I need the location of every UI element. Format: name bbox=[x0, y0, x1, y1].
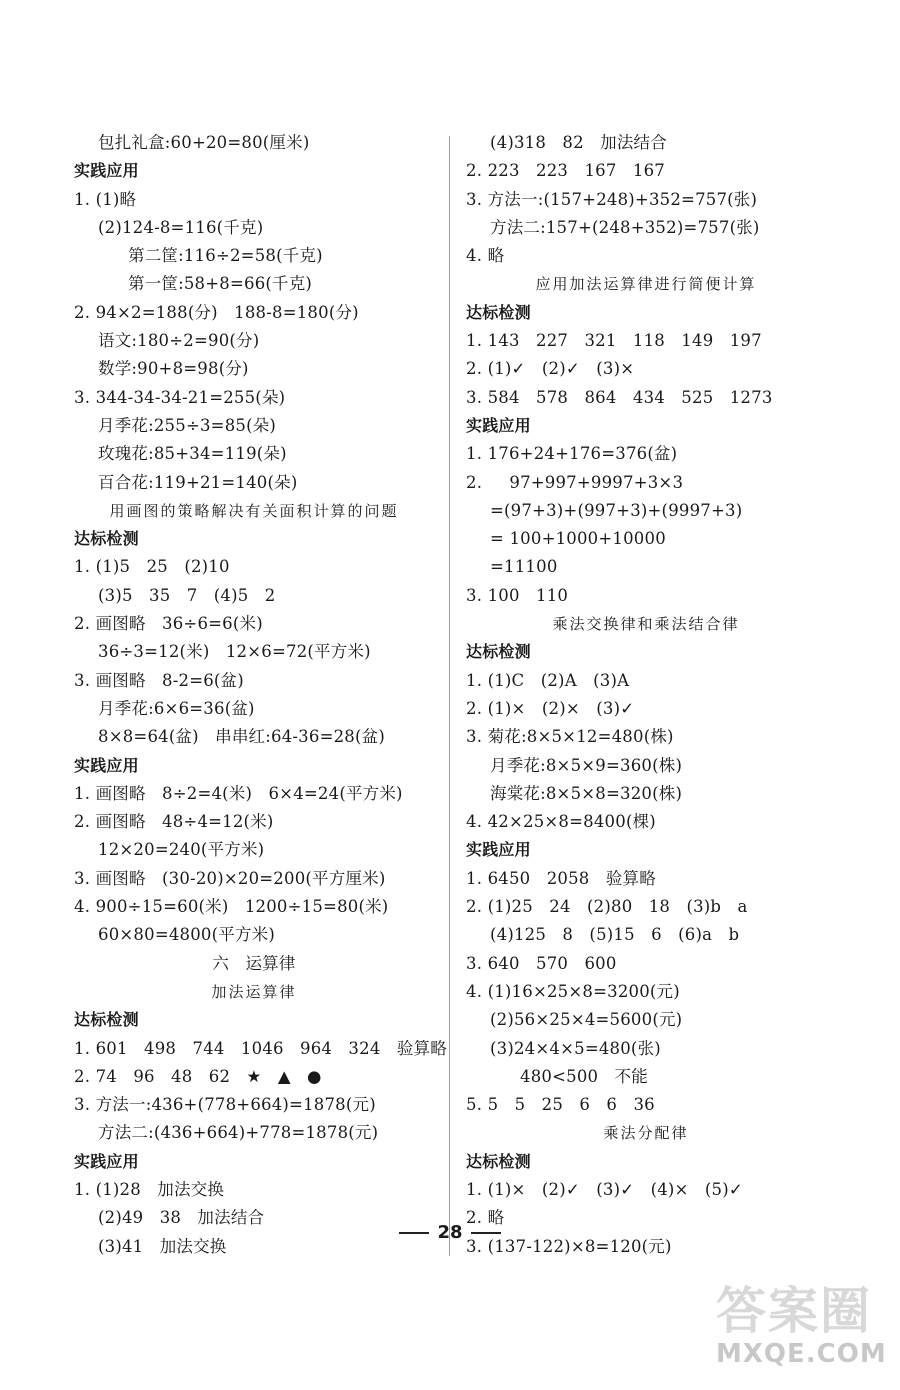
answer-line: = 100+1000+10000 bbox=[490, 529, 666, 549]
answer-line: =11100 bbox=[490, 557, 558, 577]
answer-line: (2)56×25×4=5600(元) bbox=[490, 1010, 683, 1030]
section-heading: 达标检测 bbox=[466, 642, 531, 662]
answer-line: 1. (1)28 加法交换 bbox=[74, 1179, 225, 1199]
page-number bbox=[0, 1222, 900, 1243]
watermark bbox=[716, 1283, 896, 1383]
section-heading: 实践应用 bbox=[74, 755, 139, 775]
topic-title: 加法运算律 bbox=[211, 982, 297, 1001]
answer-line: 2. (1)✓ (2)✓ (3)× bbox=[466, 359, 635, 379]
answer-line: 3. 100 110 bbox=[466, 585, 569, 605]
page-number-text: 28 bbox=[437, 1222, 463, 1243]
answer-line: (3)41 加法交换 bbox=[98, 1236, 227, 1256]
watermark-url: MXQE.COM bbox=[716, 1339, 887, 1369]
answer-line: 方法二:(436+664)+778=1878(元) bbox=[98, 1123, 379, 1143]
topic-title: 应用加法运算律进行简便计算 bbox=[535, 275, 757, 294]
section-heading: 实践应用 bbox=[74, 161, 139, 181]
answer-line: 60×80=4800(平方米) bbox=[98, 925, 276, 945]
answer-line: 1. 6450 2058 验算略 bbox=[466, 868, 656, 888]
answer-line: 4. (1)16×25×8=3200(元) bbox=[466, 981, 680, 1001]
answer-line: 8×8=64(盆) 串串红:64-36=28(盆) bbox=[98, 727, 385, 747]
section-heading: 达标检测 bbox=[466, 302, 531, 322]
answer-line: 1. (1)5 25 (2)10 bbox=[74, 557, 230, 577]
answer-line: 480<500 不能 bbox=[520, 1066, 648, 1086]
answer-line: 3. 640 570 600 bbox=[466, 953, 617, 973]
dash-left bbox=[399, 1232, 429, 1234]
answer-line: 4. 42×25×8=8400(棵) bbox=[466, 812, 656, 832]
watermark-logo: 答案圈 bbox=[716, 1282, 872, 1340]
answer-line: =(97+3)+(997+3)+(9997+3) bbox=[490, 500, 743, 520]
answer-line: 1. (1)C (2)A (3)A bbox=[466, 670, 630, 690]
answer-line: (3)5 35 7 (4)5 2 bbox=[98, 585, 276, 605]
section-heading: 实践应用 bbox=[466, 415, 531, 435]
answer-line: 百合花:119+21=140(朵) bbox=[98, 472, 298, 492]
right-column bbox=[466, 129, 826, 1261]
answer-line: 3. 菊花:8×5×12=480(株) bbox=[466, 727, 674, 747]
answer-line: 36÷3=12(米) 12×6=72(平方米) bbox=[98, 642, 371, 662]
answer-line: 月季花:255÷3=85(朵) bbox=[98, 415, 277, 435]
answer-line: 2. 94×2=188(分) 188-8=180(分) bbox=[74, 302, 359, 322]
answer-line: 第二筐:116÷2=58(千克) bbox=[128, 246, 323, 266]
answer-line: 1. 176+24+176=376(盆) bbox=[466, 444, 678, 464]
section-heading: 实践应用 bbox=[74, 1151, 139, 1171]
section-heading: 达标检测 bbox=[74, 1010, 139, 1030]
answer-line: (4)318 82 加法结合 bbox=[490, 133, 667, 152]
answer-line: (4)125 8 (5)15 6 (6)a b bbox=[490, 925, 740, 945]
topic-title: 六 运算律 bbox=[212, 953, 296, 973]
answer-line: 3. 画图略 8-2=6(盆) bbox=[74, 670, 244, 690]
topic-title: 用画图的策略解决有关面积计算的问题 bbox=[109, 501, 399, 520]
answer-line: 月季花:6×6=36(盆) bbox=[98, 698, 255, 718]
topic-title: 乘法分配律 bbox=[603, 1124, 689, 1143]
answer-line: 3. 344-34-34-21=255(朵) bbox=[74, 387, 286, 407]
answer-line: 2. (1)25 24 (2)80 18 (3)b a bbox=[466, 897, 748, 917]
answer-line: 1. (1)× (2)✓ (3)✓ (4)× (5)✓ bbox=[466, 1179, 743, 1199]
answer-line: 3. 方法一:(157+248)+352=757(张) bbox=[466, 189, 758, 209]
answer-line: 第一筐:58+8=66(千克) bbox=[128, 274, 313, 294]
column-divider bbox=[449, 136, 450, 1256]
answer-line: 2. 画图略 36÷6=6(米) bbox=[74, 614, 263, 634]
answer-line: 海棠花:8×5×8=320(株) bbox=[490, 783, 683, 803]
answer-line: 1. 143 227 321 118 149 197 bbox=[466, 331, 762, 351]
answer-line: 3. 画图略 (30-20)×20=200(平方厘米) bbox=[74, 868, 386, 888]
answer-line: 2. 74 96 48 62 ★ ▲ ● bbox=[74, 1066, 322, 1086]
answer-line: 3. (137-122)×8=120(元) bbox=[466, 1236, 672, 1256]
answer-line: (2)124-8=116(千克) bbox=[98, 217, 264, 237]
answer-line: 3. 方法一:436+(778+664)=1878(元) bbox=[74, 1095, 376, 1115]
answer-line: 4. 略 bbox=[466, 246, 505, 266]
answer-line: 2. 97+997+9997+3×3 bbox=[466, 472, 684, 492]
dash-right bbox=[471, 1232, 501, 1234]
answer-line: 4. 900÷15=60(米) 1200÷15=80(米) bbox=[74, 897, 389, 917]
answer-line: 1. 画图略 8÷2=4(米) 6×4=24(平方米) bbox=[74, 783, 403, 803]
answer-line: 2. (1)× (2)× (3)✓ bbox=[466, 698, 635, 718]
answer-line: 数学:90+8=98(分) bbox=[98, 359, 249, 379]
answer-line: 5. 5 5 25 6 6 36 bbox=[466, 1095, 655, 1115]
section-heading: 实践应用 bbox=[466, 840, 531, 860]
topic-title: 乘法交换律和乘法结合律 bbox=[552, 615, 740, 634]
answer-line: (3)24×4×5=480(张) bbox=[490, 1038, 661, 1058]
answer-line: 方法二:157+(248+352)=757(张) bbox=[490, 217, 760, 237]
answer-line: 语文:180÷2=90(分) bbox=[98, 331, 260, 351]
answer-line: 2. 画图略 48÷4=12(米) bbox=[74, 812, 274, 832]
answer-line: 1. 601 498 744 1046 964 324 验算略 bbox=[74, 1038, 447, 1058]
answer-line: 月季花:8×5×9=360(株) bbox=[490, 755, 683, 775]
answer-line: 2. 223 223 167 167 bbox=[466, 161, 665, 181]
answer-line: 12×20=240(平方米) bbox=[98, 840, 265, 860]
answer-line: 包扎礼盒:60+20=80(厘米) bbox=[98, 133, 310, 152]
answer-line: (2)49 38 加法结合 bbox=[98, 1208, 265, 1228]
answer-line: 1. (1)略 bbox=[74, 189, 137, 209]
answer-line: 玫瑰花:85+34=119(朵) bbox=[98, 444, 287, 464]
answer-line: 3. 584 578 864 434 525 1273 bbox=[466, 387, 773, 407]
left-column bbox=[74, 129, 447, 1261]
section-heading: 达标检测 bbox=[74, 529, 139, 549]
section-heading: 达标检测 bbox=[466, 1151, 531, 1171]
answer-line: 2. 略 bbox=[466, 1208, 505, 1228]
